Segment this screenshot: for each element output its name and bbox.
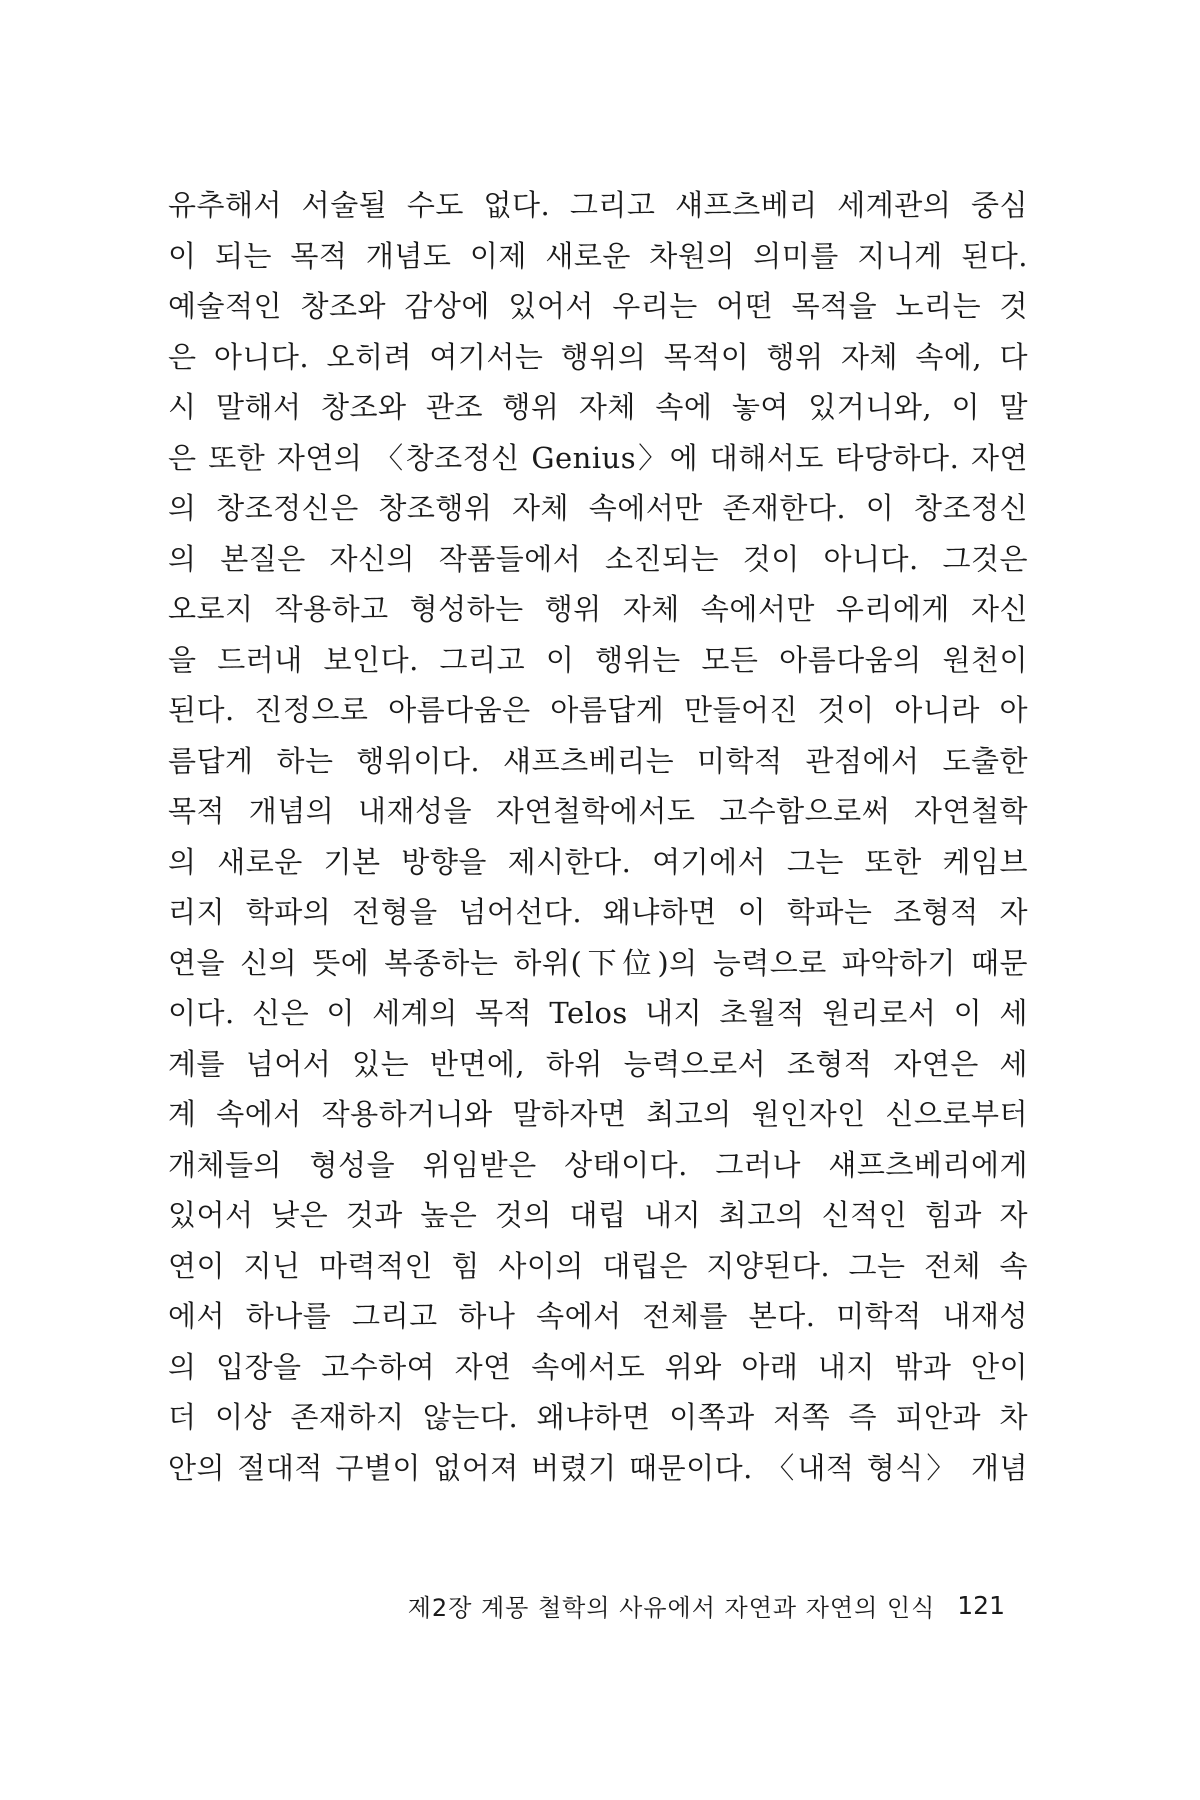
text-line: 에서 하나를 그리고 하나 속에서 전체를 본다. 미학적 내재성 xyxy=(168,1299,1028,1333)
text-line: 시 말해서 창조와 관조 행위 자체 속에 놓여 있거니와, 이 말 xyxy=(168,390,1028,424)
text-line: 예술적인 창조와 감상에 있어서 우리는 어떤 목적을 노리는 것 xyxy=(168,289,1028,323)
text-line: 의 새로운 기본 방향을 제시한다. 여기에서 그는 또한 케임브 xyxy=(168,844,1028,879)
text-line: 연이 지닌 마력적인 힘 사이의 대립은 지양된다. 그는 전체 속 xyxy=(168,1248,1028,1283)
text-line: 안의 절대적 구별이 없어져 버렸기 때문이다. 〈내적 형식〉 개념 xyxy=(168,1450,1028,1485)
text-line: 름답게 하는 행위이다. 섀프츠베리는 미학적 관점에서 도출한 xyxy=(168,743,1028,778)
page-number: 121 xyxy=(957,1590,1005,1620)
text-line: 이다. 신은 이 세계의 목적 Telos 내지 초월적 원리로서 이 세 xyxy=(168,996,1028,1030)
body-text xyxy=(168,180,1028,1493)
text-line: 있어서 낮은 것과 높은 것의 대립 내지 최고의 신적인 힘과 자 xyxy=(168,1198,1028,1232)
text-line: 오로지 작용하고 형성하는 행위 자체 속에서만 우리에게 자신 xyxy=(168,592,1028,626)
text-line: 더 이상 존재하지 않는다. 왜냐하면 이쪽과 저쪽 즉 피안과 차 xyxy=(168,1400,1028,1434)
text-line: 은 또한 자연의 〈창조정신 Genius〉에 대해서도 타당하다. 자연 xyxy=(168,440,1028,475)
text-line: 리지 학파의 전형을 넘어선다. 왜냐하면 이 학파는 조형적 자 xyxy=(168,895,1028,929)
text-line: 을 드러내 보인다. 그리고 이 행위는 모든 아름다움의 원천이 xyxy=(168,642,1028,677)
text-line: 연을 신의 뜻에 복종하는 하위(下位)의 능력으로 파악하기 때문 xyxy=(168,945,1028,980)
text-line: 은 아니다. 오히려 여기서는 행위의 목적이 행위 자체 속에, 다 xyxy=(168,339,1028,374)
text-line: 계를 넘어서 있는 반면에, 하위 능력으로서 조형적 자연은 세 xyxy=(168,1046,1028,1081)
text-line: 이 되는 목적 개념도 이제 새로운 차원의 의미를 지니게 된다. xyxy=(168,238,1028,273)
page-footer xyxy=(370,1585,1005,1625)
text-line: 된다. 진정으로 아름다움은 아름답게 만들어진 것이 아니라 아 xyxy=(168,693,1028,727)
text-line: 유추해서 서술될 수도 없다. 그리고 섀프츠베리 세계관의 중심 xyxy=(168,188,1028,222)
text-line: 목적 개념의 내재성을 자연철학에서도 고수함으로써 자연철학 xyxy=(168,794,1028,828)
text-line: 의 입장을 고수하여 자연 속에서도 위와 아래 내지 밖과 안이 xyxy=(168,1349,1028,1384)
text-line: 의 창조정신은 창조행위 자체 속에서만 존재한다. 이 창조정신 xyxy=(168,491,1028,525)
text-line: 계 속에서 작용하거니와 말하자면 최고의 원인자인 신으로부터 xyxy=(168,1097,1028,1131)
text-line: 의 본질은 자신의 작품들에서 소진되는 것이 아니다. 그것은 xyxy=(168,541,1028,576)
text-line: 개체들의 형성을 위임받은 상태이다. 그러나 섀프츠베리에게 xyxy=(168,1147,1028,1182)
running-footer-chapter-title: 제2장 계몽 철학의 사유에서 자연과 자연의 인식 xyxy=(407,1593,936,1622)
